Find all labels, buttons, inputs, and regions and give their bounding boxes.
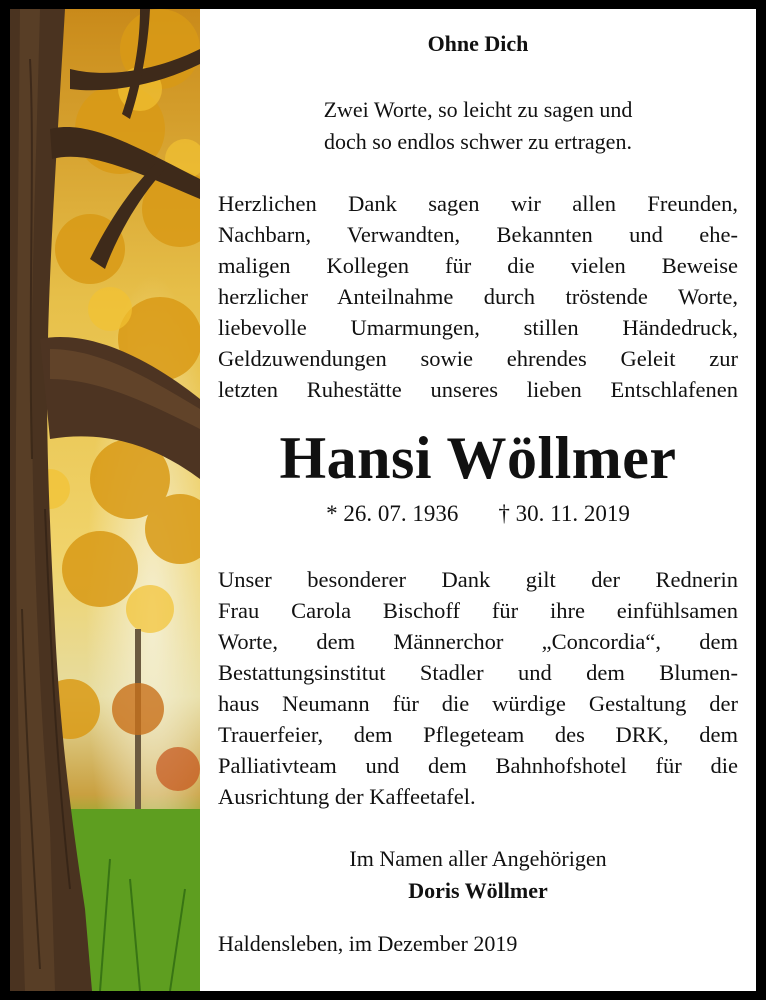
- deceased-name: Hansi Wöllmer: [279, 425, 677, 491]
- paragraph-line: Ausrichtung der Kaffeetafel.: [218, 784, 476, 809]
- paragraph-line: Herzlichen Dank sagen wir allen Freunden,: [218, 191, 738, 216]
- paragraph-line: Nachbarn, Verwandten, Bekannten und ehe-: [218, 222, 738, 247]
- poem-line: doch so endlos schwer zu ertragen.: [324, 129, 632, 154]
- paragraph-line: liebevolle Umarmungen, stillen Händedruck,: [218, 315, 738, 340]
- paragraph-line: Frau Carola Bischoff für ihre einfühlsamen: [218, 598, 738, 623]
- paragraph-line: letzten Ruhestätte unseres lieben Entschlafenen: [218, 377, 738, 402]
- paragraph-line: Unser besonderer Dank gilt der Rednerin: [218, 567, 738, 592]
- paragraph-line: Palliativteam und dem Bahnhofshotel für die: [218, 753, 738, 778]
- notice-title: Ohne Dich: [427, 31, 529, 56]
- place-date: Haldensleben, im Dezember 2019: [218, 931, 518, 956]
- thanks-paragraph: [218, 188, 738, 405]
- paragraph-line: Geldzuwendungen sowie ehrendes Geleit zur: [218, 346, 738, 371]
- death-date: † 30. 11. 2019: [498, 501, 630, 526]
- signature-block: [218, 843, 738, 907]
- signer-name: Doris Wöllmer: [408, 878, 548, 903]
- paragraph-line: herzlicher Anteilnahme durch tröstende Worte,: [218, 284, 738, 309]
- paragraph-line: maligen Kollegen für die vielen Beweise: [218, 253, 738, 278]
- paragraph-line: haus Neumann für die würdige Gestaltung der: [218, 691, 738, 716]
- notice-text: [218, 9, 738, 991]
- autumn-tree-photo: [10, 9, 200, 991]
- paragraph-line: Worte, dem Männerchor „Concordia“, dem: [218, 629, 738, 654]
- poem-line: Zwei Worte, so leicht zu sagen und: [323, 97, 633, 122]
- life-dates: [218, 501, 738, 527]
- special-thanks-paragraph: [218, 564, 738, 812]
- birth-date: * 26. 07. 1936: [326, 501, 459, 526]
- obituary-notice: [10, 9, 756, 991]
- paragraph-line: Trauerfeier, dem Pflegeteam des DRK, dem: [218, 722, 738, 747]
- paragraph-line: Bestattungsinstitut Stadler und dem Blumen-: [218, 660, 738, 685]
- signature-intro: Im Namen aller Angehörigen: [349, 846, 607, 871]
- poem: [218, 94, 738, 158]
- tree-image-icon: [10, 9, 200, 991]
